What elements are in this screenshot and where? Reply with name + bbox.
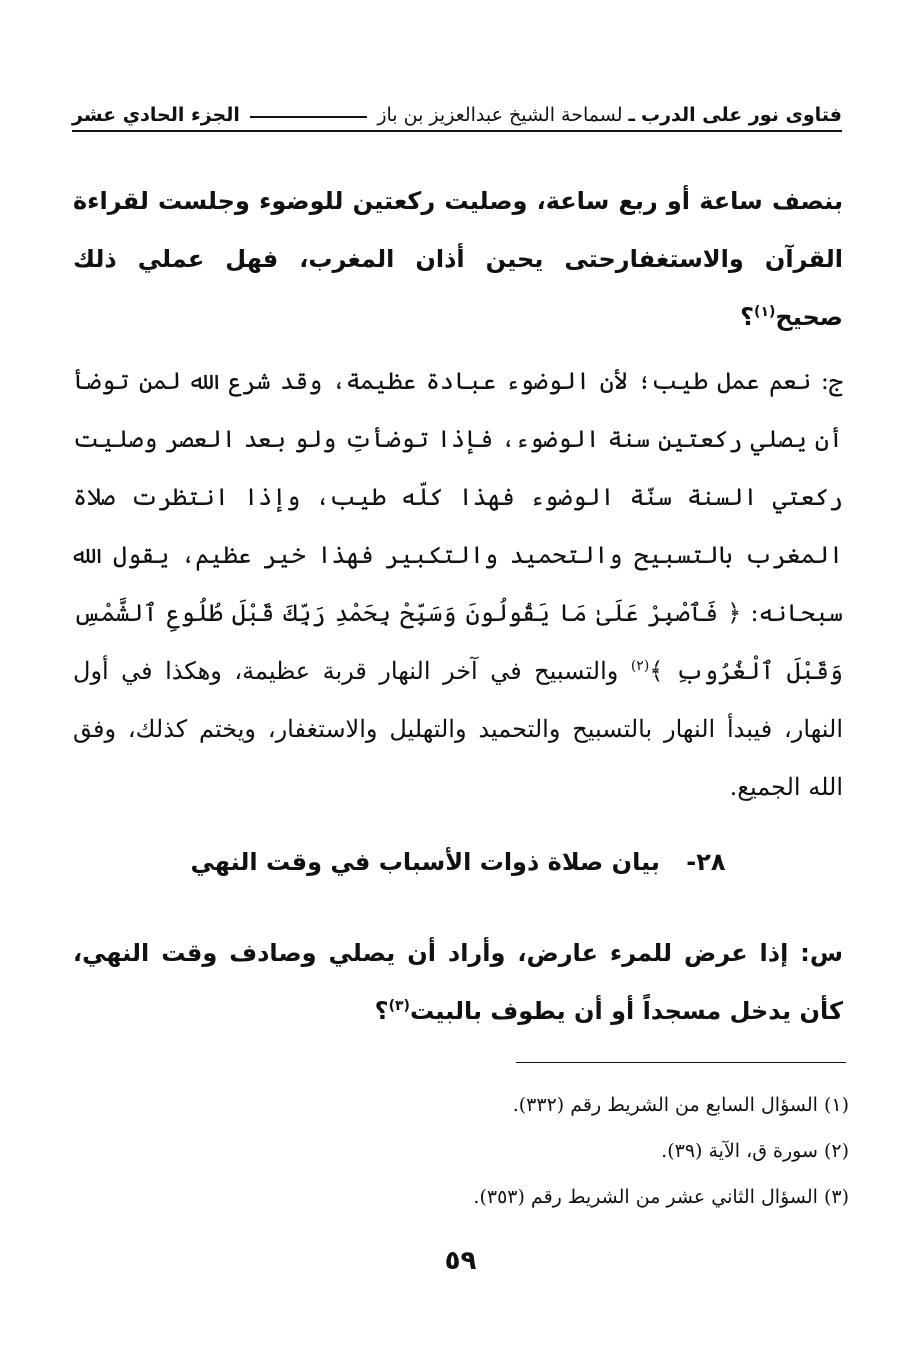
answer-text-part1: ج: نعم عمل طيب؛ لأن الوضوء عبادة عظيمة، وقد شرع الله لمن توضأ أن يصلي ركعتين سنة الوضوء، فإذا توضأتِ ولو بعد العصر وصليت ركعتي السنة سنّة الوضوء فهذا كلّه طيب، وإذا انتظرت صلاة المغرب بالتسبيح والتحميد والتكبير فهذا خير عظيم، يقول الله سبحانه: <box>73 367 843 627</box>
footnote-3: (٣) السؤال الثاني عشر من الشريط رقم (٣٥٣). <box>473 1186 849 1208</box>
question-end-mark: ؟ <box>740 303 755 331</box>
page-number: ٥٩ <box>444 1246 477 1276</box>
header-book-title: فتاوى نور على الدرب <box>641 104 842 126</box>
header-separator: ـ <box>628 104 635 126</box>
footnote-mark-1: (١) <box>754 304 776 320</box>
question-two <box>73 924 843 1040</box>
running-header <box>72 92 842 132</box>
header-author: لسماحة الشيخ عبدالعزيز بن باز <box>377 104 623 126</box>
footnote-1: (١) السؤال السابع من الشريط رقم (٣٣٢). <box>512 1094 849 1116</box>
question-continuation-text: بنصف ساعة أو ربع ساعة، وصليت ركعتين للوضوء وجلست لقراءة القرآن والاستغفارحتى يحين أذان المغرب، فهل عملي ذلك صحيح <box>73 187 843 331</box>
footnote-separator <box>516 1062 846 1063</box>
footnote-2: (٢) سورة ق، الآية (٣٩). <box>661 1140 849 1162</box>
footnote-mark-3: (٣) <box>388 998 410 1014</box>
question-continuation <box>73 172 843 346</box>
section-number: ٢٨- <box>686 848 726 876</box>
footnotes <box>79 1082 849 1220</box>
header-rule <box>250 116 367 118</box>
header-volume: الجزء الحادي عشر <box>72 104 240 126</box>
footnote-mark-2: (٢) <box>630 658 650 674</box>
quran-verse: ﴿ فَٱصْبِرْ عَلَىٰ مَا يَقُولُونَ وَسَبِّحْ بِحَمْدِ رَبِّكَ قَبْلَ طُلُوعِ ٱلشَّمْسِ وَقَبْلَ ٱلْغُرُوبِ ﴾ <box>73 599 843 685</box>
answer-paragraph <box>73 352 843 816</box>
section-title: بيان صلاة ذوات الأسباب في وقت النهي <box>190 848 660 876</box>
question-two-text: س: إذا عرض للمرء عارض، وأراد أن يصلي وصادف وقت النهي، كأن يدخل مسجداً أو أن يطوف بالبيت <box>73 939 843 1025</box>
section-heading <box>73 848 843 876</box>
question-two-end-mark: ؟ <box>374 997 389 1025</box>
answer-text-part2: والتسبيح في آخر النهار قربة عظيمة، وهكذا في أول النهار، فيبدأ النهار بالتسبيح والتحميد والتهليل والاستغفار، ويختم كذلك، وفق الله الجميع. <box>73 657 843 801</box>
